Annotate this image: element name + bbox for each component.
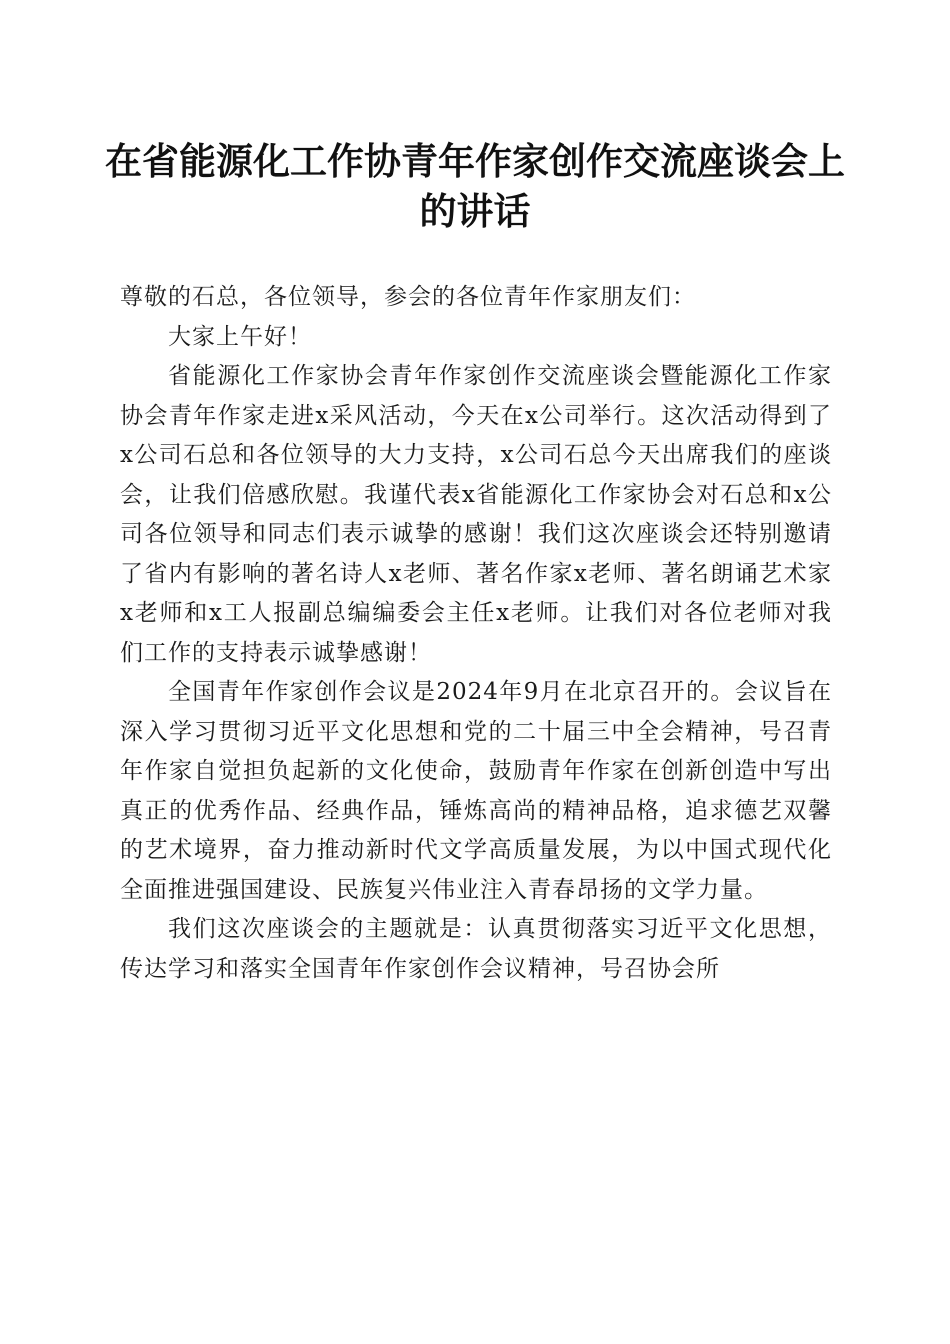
body-paragraph: 我们这次座谈会的主题就是：认真贯彻落实习近平文化思想，传达学习和落实全国青年作家创作会议精神，号召协会所 [120, 916, 832, 982]
greeting-paragraph: 大家上午好！ [168, 323, 312, 350]
body-paragraph: 省能源化工作家协会青年作家创作交流座谈会暨能源化工作家协会青年作家走进x采风活动，今天在x公司举行。这次活动得到了x公司石总和各位领导的大力支持，x公司石总今天出席我们的座谈会，让我们倍感欣慰。我谨代表x省能源化工作家协会对石总和x公司各位领导和同志们表示诚挚的感谢！我们这次座谈会还特别邀请了省内有影响的著名诗人x老师、著名作家x老师、著名朗诵艺术家x老师和x工人报副总编编委会主任x老师。让我们对各位老师对我们工作的支持表示诚挚感谢！ [120, 363, 832, 666]
salutation: 尊敬的石总，各位领导，参会的各位青年作家朋友们： [120, 284, 696, 310]
body-paragraph: 全国青年作家创作会议是2024年9月在北京召开的。会议旨在深入学习贯彻习近平文化思想和党的二十届三中全会精神，号召青年作家自觉担负起新的文化使命，鼓励青年作家在创新创造中写出真正的优秀作品、经典作品，锤炼高尚的精神品格，追求德艺双馨的艺术境界，奋力推动新时代文学高质量发展，为以中国式现代化全面推进强国建设、民族复兴伟业注入青春昂扬的文学力量。 [120, 679, 832, 903]
document-title: 在省能源化工作协青年作家创作交流座谈会上的讲话 [105, 139, 845, 233]
document-body [120, 278, 832, 989]
